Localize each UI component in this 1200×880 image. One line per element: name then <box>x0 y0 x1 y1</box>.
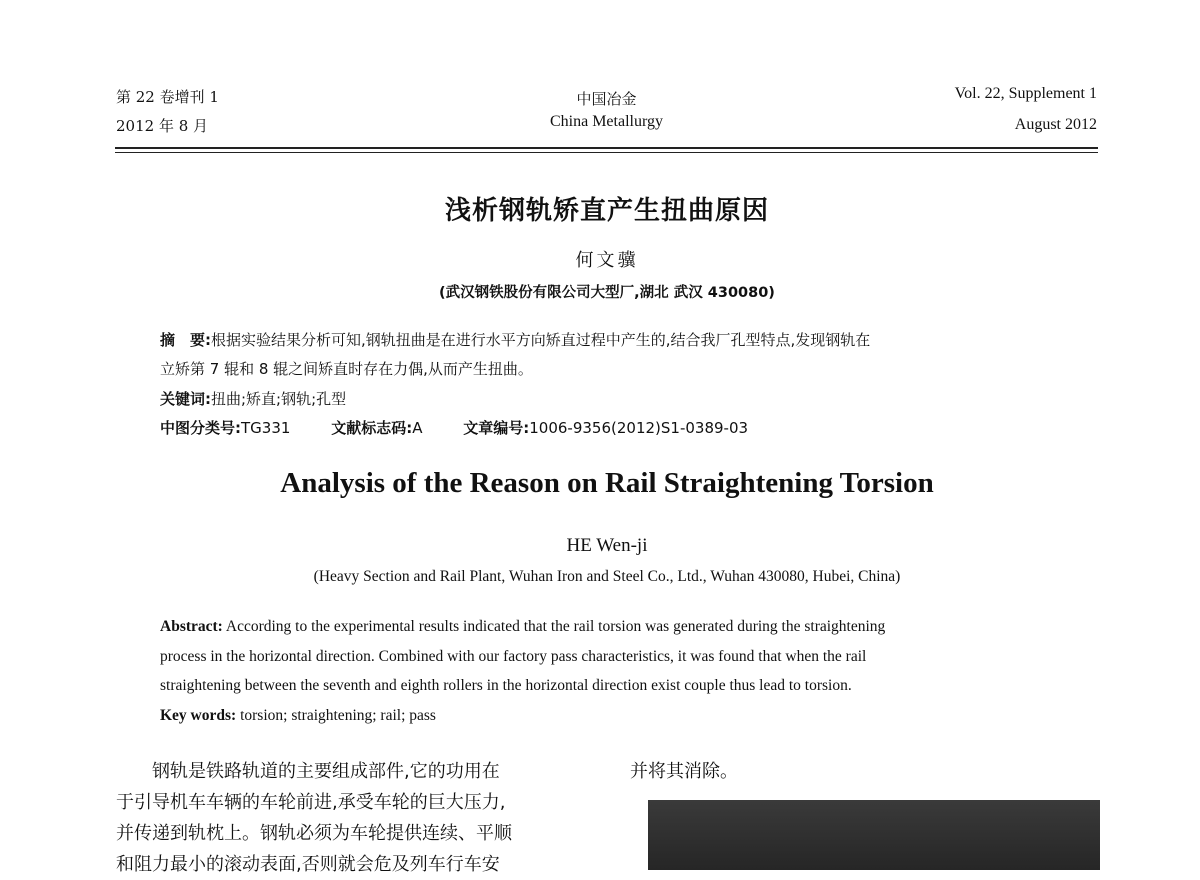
doc-code-label: 文献标志码: <box>331 419 413 437</box>
clc-label: 中图分类号: <box>160 419 241 437</box>
body-left-line-3: 并传递到轨枕上。钢轨必须为车轮提供连续、平顺 <box>116 823 512 844</box>
journal-volume-en: Vol. 22, Supplement 1 <box>954 85 1097 102</box>
author-en: HE Wen-ji <box>566 535 648 556</box>
header-rule-top <box>115 147 1098 149</box>
abstract-en-label: Abstract: <box>160 618 223 635</box>
article-no-label: 文章编号: <box>463 419 530 437</box>
article-no-value: 1006-9356(2012)S1-0389-03 <box>529 419 749 437</box>
abstract-en-text-1: According to the experimental results indicated that the rail torsion was generated during the straightening <box>225 618 886 635</box>
keywords-cn-text: 扭曲;矫直;钢轨;孔型 <box>211 390 347 408</box>
body-right-line-1: 并将其消除。 <box>630 761 738 782</box>
abstract-en-text-2: process in the horizontal direction. Combined with our factory pass characteristics, it was found that when the rail <box>160 647 867 665</box>
abstract-cn-line1 <box>160 326 870 354</box>
keywords-en-text: torsion; straightening; rail; pass <box>240 706 436 724</box>
abstract-cn-text-2: 立矫第 7 辊和 8 辊之间矫直时存在力偶,从而产生扭曲。 <box>160 360 533 378</box>
body-left-column <box>116 756 596 880</box>
paper-title-en: Analysis of the Reason on Rail Straightening Torsion <box>280 467 934 499</box>
journal-date-cn: 2012 年 8 月 <box>116 117 209 135</box>
keywords-en-label: Key words: <box>160 706 237 724</box>
abstract-en <box>160 612 1060 730</box>
classification-row <box>160 414 748 442</box>
abstract-cn-text-1: 根据实验结果分析可知,钢轨扭曲是在进行水平方向矫直过程中产生的,结合我厂孔型特点,发现钢轨在 <box>211 331 871 349</box>
doc-code-value: A <box>412 419 423 437</box>
figure-photo <box>648 800 1100 870</box>
abstract-en-line1 <box>160 612 1060 642</box>
abstract-en-text-3: straightening between the seventh and eighth rollers in the horizontal direction exist couple thus lead to torsion. <box>160 677 852 694</box>
journal-name-en: China Metallurgy <box>549 113 664 130</box>
keywords-en <box>160 701 1060 731</box>
author-cn: 何文骥 <box>575 250 639 271</box>
keywords-cn <box>160 385 346 413</box>
body-left-line-4: 和阻力最小的滚动表面,否则就会危及列车行车安 <box>116 854 500 875</box>
affiliation-en: (Heavy Section and Rail Plant, Wuhan Iron and Steel Co., Ltd., Wuhan 430080, Hubei, China) <box>313 568 901 585</box>
journal-volume: 第 22 卷增刊 1 <box>116 88 219 106</box>
keywords-cn-label: 关键词: <box>160 390 211 408</box>
journal-name-cn: 中国冶金 <box>576 90 637 108</box>
body-left-line-2: 于引导机车车辆的车轮前进,承受车轮的巨大压力, <box>116 792 506 813</box>
clc-value: TG331 <box>241 419 291 437</box>
abstract-cn-label: 摘 要: <box>160 331 211 349</box>
journal-date-en: August 2012 <box>1014 116 1097 133</box>
paper-title-cn: 浅析钢轨矫直产生扭曲原因 <box>444 196 769 226</box>
affiliation-cn: (武汉钢铁股份有限公司大型厂,湖北 武汉 430080) <box>439 285 775 301</box>
header-rule-bottom <box>115 152 1098 153</box>
body-left-line-1: 钢轨是铁路轨道的主要组成部件,它的功用在 <box>152 761 500 782</box>
